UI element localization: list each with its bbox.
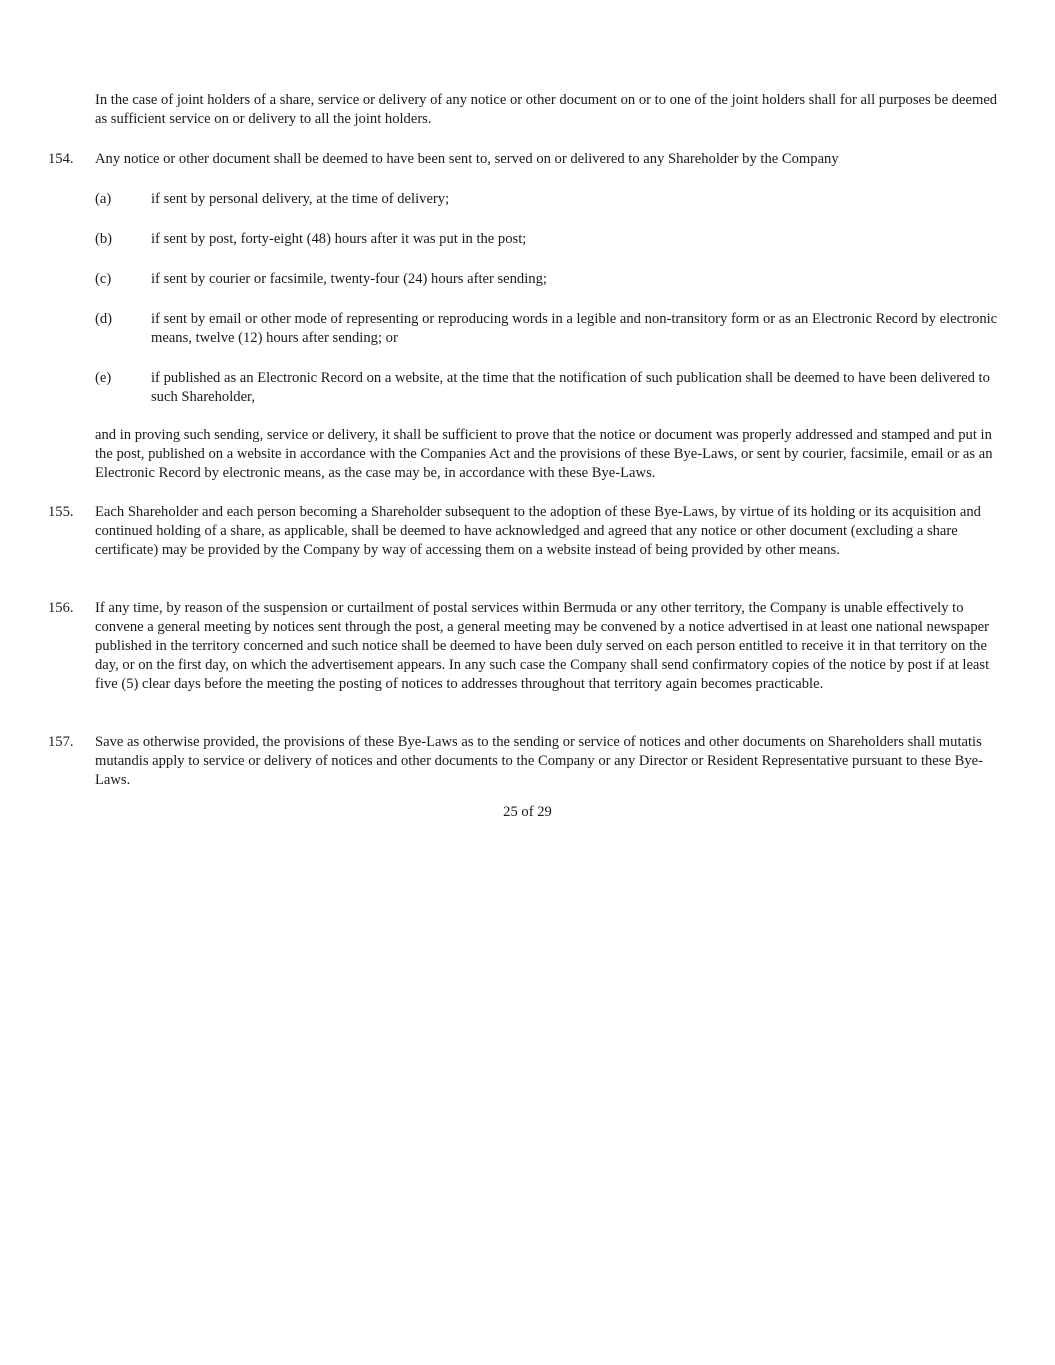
section-157-number: 157. — [48, 734, 74, 750]
section-154-closing: and in proving such sending, service or delivery, it shall be sufficient to prove that the notice or document was properly addressed and stamped and put in the post, published on a website in accordance with the Companies Act and the provisions of these Bye-Laws, or sent by courier, facsimile, email or as an Electronic Record by electronic means, as the case may be, in accordance with these Bye-Laws. — [95, 427, 993, 481]
item-b-label: (b) — [95, 231, 113, 247]
item-c-text: if sent by courier or facsimile, twenty-four (24) hours after sending; — [151, 271, 547, 287]
item-b-text: if sent by post, forty-eight (48) hours after it was put in the post; — [151, 231, 527, 247]
section-154-number: 154. — [48, 151, 74, 167]
section-156-text: If any time, by reason of the suspension or curtailment of postal services within Bermuda or any other territory, the Company is unable effectively to convene a general meeting by notices sent through the post, a general meeting may be convened by a notice advertised in at least one national newspaper published in the territory concerned and such notice shall be deemed to have been duly served on each person entitled to receive it in that territory on the day, or on the first day, on which the advertisement appears. In any such case the Company shall send confirmatory copies of the notice by post if at least five (5) clear days before the meeting the posting of notices to addresses throughout that territory again becomes practicable. — [95, 600, 990, 692]
item-d-text: if sent by email or other mode of representing or reproducing words in a legible and non-transitory form or as an Electronic Record by electronic means, twelve (12) hours after sending; or — [151, 311, 998, 346]
section-157-text: Save as otherwise provided, the provisions of these Bye-Laws as to the sending or service of notices and other documents on Shareholders shall mutatis mutandis apply to service or delivery of notices and other documents to the Company or any Director or Resident Representative pursuant to these Bye-Laws. — [95, 734, 983, 788]
section-155-number: 155. — [48, 504, 74, 520]
section-154-text: Any notice or other document shall be deemed to have been sent to, served on or delivered to any Shareholder by the Company — [95, 151, 839, 167]
intro-paragraph: In the case of joint holders of a share, service or delivery of any notice or other document on or to one of the joint holders shall for all purposes be deemed as sufficient service on or delivery to all the joint holders. — [95, 92, 998, 127]
item-a-label: (a) — [95, 191, 112, 207]
item-e-text: if published as an Electronic Record on a website, at the time that the notification of such publication shall be deemed to have been delivered to such Shareholder, — [151, 370, 990, 405]
item-e-label: (e) — [95, 370, 112, 386]
section-156-number: 156. — [48, 600, 74, 616]
section-155-text: Each Shareholder and each person becoming a Shareholder subsequent to the adoption of these Bye-Laws, by virtue of its holding or its acquisition and continued holding of a share, as applicable, shall be deemed to have acknowledged and agreed that any notice or other document (excluding a share certificate) may be provided by the Company by way of accessing them on a website instead of being provided by other means. — [95, 504, 981, 558]
item-a-text: if sent by personal delivery, at the time of delivery; — [151, 191, 450, 207]
page-number: 25 of 29 — [503, 804, 552, 820]
item-d-label: (d) — [95, 311, 113, 327]
item-c-label: (c) — [95, 271, 112, 287]
